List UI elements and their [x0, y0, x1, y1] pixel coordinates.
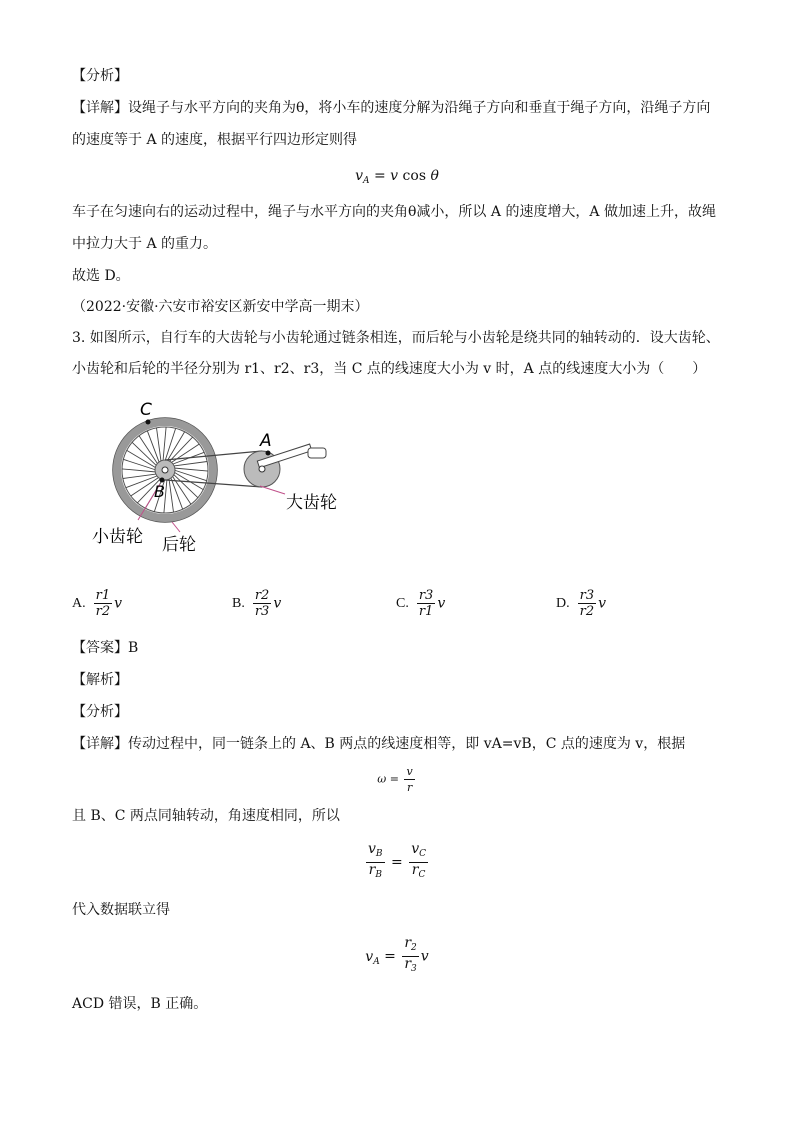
question-stem-line1: 3. 如图所示，自行车的大齿轮与小齿轮通过链条相连，而后轮与小齿轮是绕共同的轴转动的．设大齿轮、: [72, 330, 720, 346]
final-line: ACD 错误，B 正确。: [72, 996, 208, 1012]
option-c-var: v: [437, 595, 446, 612]
solution-detail-line: 【详解】传动过程中，同一链条上的 A、B 两点的线速度相等，即 vA=vB，C 点的速度为 v，根据: [72, 736, 686, 752]
option-a-var: v: [114, 595, 123, 612]
spoke: [171, 444, 200, 463]
option-b-letter: B.: [232, 595, 245, 611]
detail-paragraph-line1: 【详解】设绳子与水平方向的夹角为θ，将小车的速度分解为沿绳子方向和垂直于绳子方向，沿绳子方向: [72, 100, 711, 116]
point-a-dot: [266, 451, 271, 456]
option-d[interactable]: [556, 588, 606, 619]
wheel-axle: [162, 467, 168, 473]
spoke: [139, 436, 158, 465]
spoke: [172, 476, 191, 505]
option-b-var: v: [273, 595, 282, 612]
crank-axle: [259, 466, 265, 472]
option-a-letter: A.: [72, 595, 86, 611]
label-rear-wheel: 后轮: [162, 535, 196, 555]
conclusion-line2: 中拉力大于 A 的重力。: [72, 236, 218, 252]
answer-line: 【答案】B: [72, 640, 139, 656]
question-source: （2022·安徽·六安市裕安区新安中学高一期末）: [72, 299, 369, 315]
solution-analysis-heading: 【分析】: [72, 704, 128, 720]
option-c[interactable]: [396, 588, 445, 619]
option-b-fraction: $\frac{r2}{r3}$: [254, 588, 270, 619]
formula-va-result: $v_A$ = $\frac{r_2}{r_3}$ v: [365, 935, 429, 974]
analysis-heading: 【分析】: [72, 68, 128, 84]
big-gear-leader: [260, 486, 285, 494]
option-d-fraction: $\frac{r3}{r2}$: [579, 588, 595, 619]
question-stem-line2: 小齿轮和后轮的半径分别为 r1、r2、r3，当 C 点的线速度大小为 v 时，A 点的线速度大小为（ ）: [72, 361, 707, 377]
option-d-var: v: [598, 595, 607, 612]
option-b[interactable]: [232, 588, 281, 619]
label-c: C: [140, 400, 152, 420]
option-c-letter: C.: [396, 595, 409, 611]
option-a-fraction: $\frac{r1}{r2}$: [95, 588, 111, 619]
jiexi-heading: 【解析】: [72, 672, 128, 688]
label-a: A: [260, 431, 272, 451]
substitute-line: 代入数据联立得: [72, 902, 170, 918]
choice-line: 故选 D。: [72, 268, 130, 284]
option-c-fraction: $\frac{r3}{r1}$: [418, 588, 434, 619]
label-small-gear: 小齿轮: [92, 527, 143, 547]
spoke: [163, 427, 166, 461]
detail-paragraph-line2: 的速度等于 A 的速度，根据平行四边形定则得: [72, 132, 358, 148]
point-c-dot: [146, 420, 151, 425]
label-big-gear: 大齿轮: [286, 493, 337, 513]
spoke: [122, 469, 156, 472]
conclusion-line1: 车子在匀速向右的运动过程中，绳子与水平方向的夹角θ减小，所以 A 的速度增大，A 做加速上升，故绳: [72, 204, 716, 220]
label-b: B: [154, 482, 165, 501]
same-axis-line: 且 B、C 两点同轴转动，角速度相同，所以: [72, 808, 340, 824]
formula-va-vcos: $v_A = v$ cos θ: [355, 168, 439, 186]
option-a[interactable]: [72, 588, 122, 619]
option-d-letter: D.: [556, 595, 570, 611]
formula-vb-rb: $\frac{v_B}{r_B}$ = $\frac{v_C}{r_C}$: [368, 841, 426, 880]
formula-omega: ω = $\frac{v}{r}$: [377, 765, 413, 794]
bicycle-figure: [90, 394, 360, 564]
pedal: [308, 448, 326, 458]
rear-wheel-leader: [172, 522, 180, 532]
spoke: [174, 468, 208, 471]
